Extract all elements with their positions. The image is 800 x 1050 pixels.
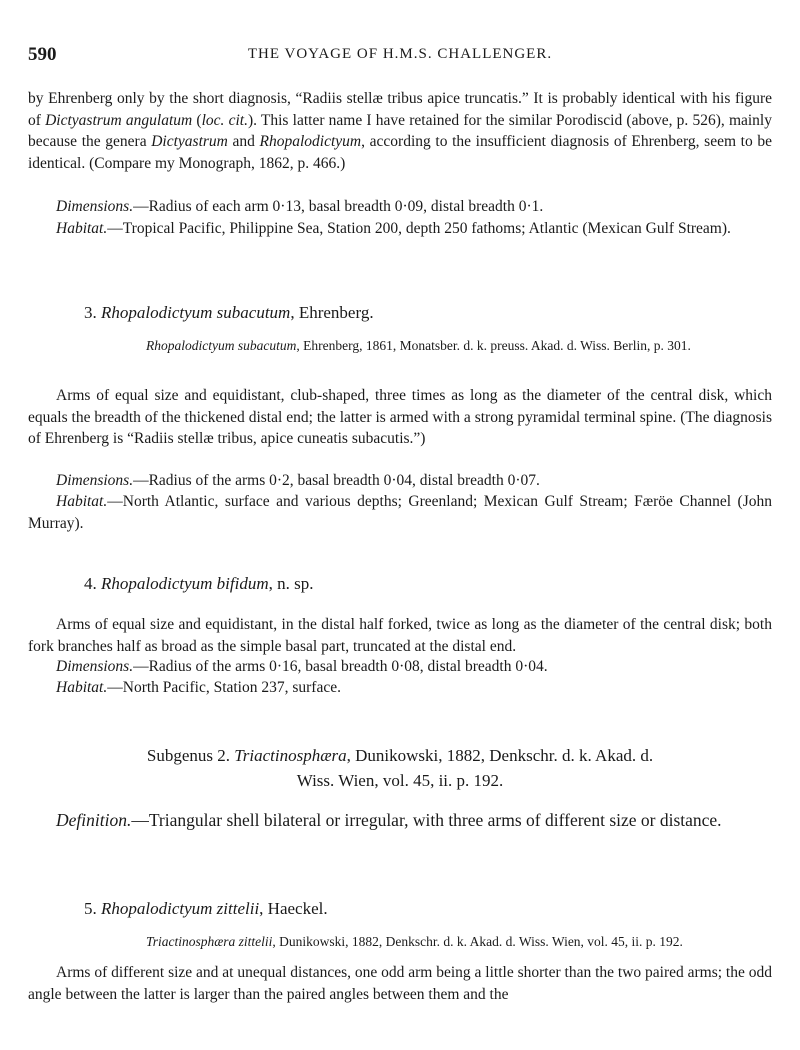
species-3-description: Arms of equal size and equidistant, club-shaped, three times as long as the diameter of the central disk, which equals the breadth of the thickened distal end; the latter is armed with a strong pyramidal terminal spine. (The diagnosis of Ehrenberg is “Radiis stellæ tribus, apice cuneatis subacutis.”) bbox=[28, 387, 772, 447]
subgenus-definition: Definition.—Triangular shell bilateral or irregular, with three arms of different size or distance. bbox=[56, 810, 722, 830]
page-header bbox=[28, 44, 772, 68]
species-5-heading: 5. Rhopalodictyum zittelii, Haeckel. bbox=[84, 899, 328, 918]
subgenus-heading: Subgenus 2. Triactinosphæra, Dunikowski, 1882, Denkschr. d. k. Akad. d. Wiss. Wien, vol. 45, ii. p. 192. bbox=[146, 746, 654, 790]
species-5-reference: Triactinosphæra zittelii, Dunikowski, 1882, Denkschr. d. k. Akad. d. Wiss. Wien, vol. 45, ii. p. 192. bbox=[146, 934, 683, 949]
species-3-habitat: Habitat.—North Atlantic, surface and various depths; Greenland; Mexican Gulf Stream; Færöe Channel (John Murray). bbox=[28, 493, 772, 532]
species-3-reference: Rhopalodictyum subacutum, Ehrenberg, 1861, Monatsber. d. k. preuss. Akad. d. Wiss. Berlin, p. 301. bbox=[146, 338, 691, 353]
species-5-description: Arms of different size and at unequal distances, one odd arm being a little shorter than the two paired arms; the odd angle between the latter is larger than the paired angles between them and the bbox=[28, 964, 772, 1003]
species-3-dimensions: Dimensions.—Radius of the arms 0·2, basal breadth 0·04, distal breadth 0·07. bbox=[56, 472, 540, 489]
species-4-dimensions: Dimensions.—Radius of the arms 0·16, basal breadth 0·08, distal breadth 0·04. bbox=[56, 658, 548, 675]
running-title: THE VOYAGE OF H.M.S. CHALLENGER. bbox=[247, 46, 553, 62]
intro-habitat: Habitat.—Tropical Pacific, Philippine Sea, Station 200, depth 250 fathoms; Atlantic (Mexican Gulf Stream). bbox=[56, 220, 731, 237]
species-4-description: Arms of equal size and equidistant, in the distal half forked, twice as long as the diameter of the central disk; both fork branches half as broad as the simple basal part, truncated at the distal end. bbox=[28, 616, 772, 655]
intro-paragraph: by Ehrenberg only by the short diagnosis, “Radiis stellæ tribus apice truncatis.” It is probably identical with his figure of Dictyastrum angulatum (loc. cit.). This latter name I have retained for the similar Porodiscid (above, p. 526), mainly because the genera Dictyastrum and Rhopalodictyum, according to the insufficient diagnosis of Ehrenberg, seem to be identical. (Compare my Monograph, 1862, p. 466.) bbox=[28, 90, 772, 172]
intro-dimensions: Dimensions.—Radius of each arm 0·13, basal breadth 0·09, distal breadth 0·1. bbox=[56, 198, 544, 215]
species-4-habitat: Habitat.—North Pacific, Station 237, surface. bbox=[56, 679, 341, 696]
page-number: 590 bbox=[28, 44, 57, 65]
species-3-heading: 3. Rhopalodictyum subacutum, Ehrenberg. bbox=[84, 303, 374, 322]
species-4-heading: 4. Rhopalodictyum bifidum, n. sp. bbox=[84, 574, 314, 593]
